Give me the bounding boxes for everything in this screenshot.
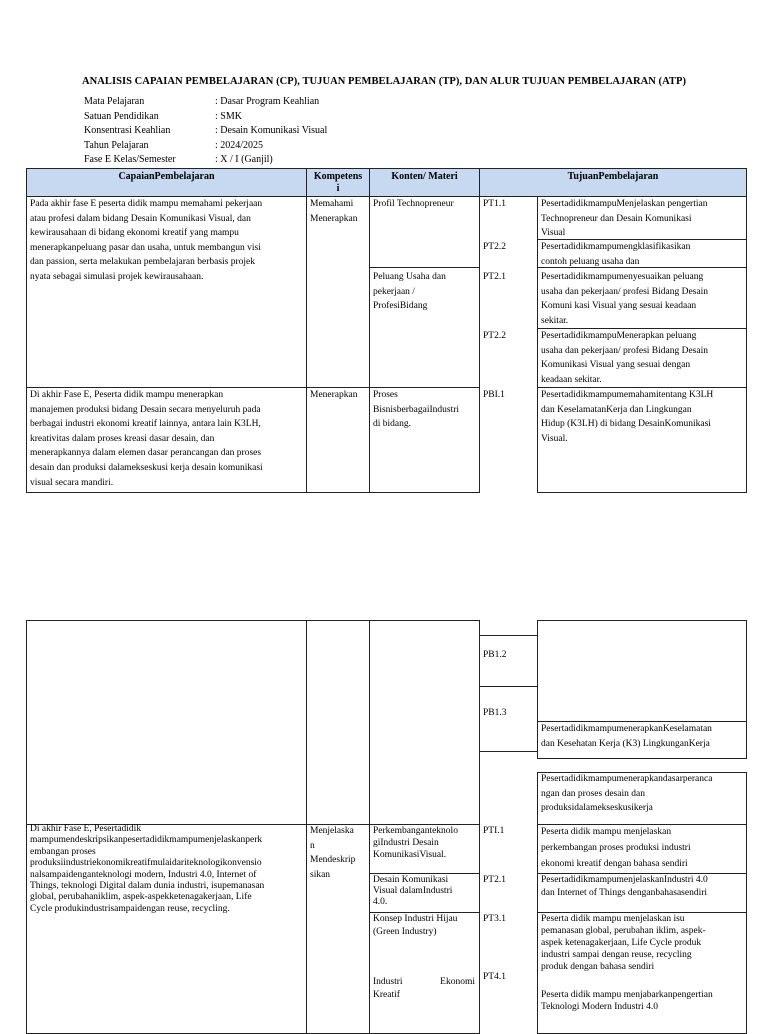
meta-value: : 2024/2025 — [215, 139, 264, 151]
text-line: Menerapkan — [310, 213, 358, 224]
text-line: Visual. — [541, 433, 568, 444]
text-line: Peserta didik mampu menjelaskan isu — [541, 914, 685, 924]
kompetensi-2-text — [310, 388, 370, 403]
tp-dasar-text — [541, 772, 746, 816]
text-line: usaha dan pekerjaan/ profesi Bidang Desain — [541, 286, 708, 297]
header-tp — [479, 168, 747, 197]
meta-row — [84, 124, 327, 139]
text-line: PesertadidikmampuMenjelaskan pengertian — [541, 199, 708, 209]
text-line: Visual — [541, 228, 566, 239]
text-line: Pesertadidikmampumengklasifikasikan — [541, 242, 691, 252]
meta-label: Tahun Pelajaran — [84, 139, 149, 151]
header-kompetensi-label: i — [336, 183, 340, 194]
cp-1-text — [30, 197, 306, 285]
text-line: menerapkanpeluang pasar dan usaha, untuk membangun visi — [30, 242, 261, 253]
text-line: manajemen produksi bidang Desain secara menyeluruh pada — [30, 404, 261, 415]
text-line: aspek ketenagakerjaan, Life Cycle produk — [541, 938, 702, 948]
text-line: dan KeselamatanKerja dan Lingkungan — [541, 404, 692, 415]
tp-code: PT2.2 — [483, 331, 506, 341]
cell-kompetensi-2 — [306, 387, 370, 493]
text-line: Hidup (K3LH) di bidang DesainKomunikasi — [541, 419, 711, 430]
text-line: Things, teknologi Digital dalam dunia industri, isupemanasan — [30, 881, 265, 892]
document-title: ANALISIS CAPAIAN PEMBELAJARAN (CP), TUJUAN PEMBELAJARAN (TP), DAN ALUR TUJUAN PEMBELAJARAN (ATP) — [82, 76, 686, 87]
text-word: Ekonomi — [440, 977, 475, 987]
tp-1c-text — [541, 270, 746, 328]
text-line: Visual dalamIndustri — [373, 886, 453, 896]
text-line: mampumendeskripsikanpesertadidikmampumenjelaskanperk — [30, 835, 263, 846]
text-line: produk dengan bahasa sendiri — [541, 962, 655, 972]
text-line — [373, 976, 475, 989]
text-line: Desain Komunikasi — [373, 875, 449, 885]
meta-row — [84, 95, 327, 110]
text-line: nyata sebagai simulasi projek kewirausahaan. — [30, 271, 204, 282]
cell-tp-cont — [537, 620, 747, 722]
tp-code: PT2.2 — [483, 242, 506, 252]
meta-row — [84, 153, 327, 168]
konten-1a-text — [373, 197, 479, 212]
kompetensi-3-text — [310, 824, 370, 882]
header-konten — [369, 168, 480, 197]
tp-code: PB1.2 — [483, 650, 507, 660]
kompetensi-1-text — [310, 197, 370, 226]
meta-value: : Dasar Program Keahlian — [215, 96, 320, 107]
header-cp — [26, 168, 307, 197]
text-word: Industri — [373, 977, 403, 987]
tp-3d-text — [541, 989, 746, 1013]
text-line: usaha dan pekerjaan/ profesi Bidang Desain — [541, 345, 708, 356]
konten-3c-text — [373, 913, 479, 939]
cell-cp-cont — [26, 620, 307, 825]
text-line: PesertadidikmampumenjelaskanIndustri 4.0 — [541, 875, 708, 885]
header-cp-label: CapaianPembelajaran — [118, 171, 215, 182]
text-line: Kreatif — [373, 990, 400, 1000]
text-line: Peserta didik mampu menjabarkanpengertian — [541, 990, 713, 1000]
text-line: 4.0. — [373, 897, 388, 907]
text-line: kewirausahaan di bidang ekonomi kreatif yang mampu — [30, 228, 239, 239]
text-line: dan Kesehatan Kerja (K3) LingkunganKerja — [541, 738, 710, 749]
text-line: Komuni kasi Visual yang sesuai keadaan — [541, 301, 697, 312]
code-separator-line — [479, 635, 537, 636]
tp-3b-text — [541, 874, 746, 900]
meta-row — [84, 110, 327, 125]
text-line: contoh peluang usaha dan — [541, 256, 640, 267]
meta-row — [84, 139, 327, 154]
code-separator-line — [479, 751, 537, 752]
cell-kompetensi-cont — [306, 620, 370, 825]
tp-code: PTI.1 — [483, 826, 505, 836]
tp-code: PT2.1 — [483, 875, 506, 885]
text-line: Komunikasi Visual yang sesuai dengan — [541, 360, 691, 371]
header-konten-label: Konten/ Materi — [391, 171, 458, 182]
text-line: Pesertadidikmampumenyesuaikan peluang — [541, 272, 704, 282]
meta-info — [84, 95, 327, 168]
text-line: Di akhir Fase E, Peserta didik mampu menerapkan — [30, 390, 224, 400]
tp-code: PBI.1 — [483, 390, 505, 400]
text-line: sekitar. — [541, 315, 569, 326]
header-kompetensi — [306, 168, 370, 197]
text-line: ekonomi kreatif dengan bahasa sendiri — [541, 859, 688, 869]
text-line: PesertadidikmampuMenerapkan peluang — [541, 331, 697, 341]
text-line: pemanasan global, perubahan iklim, aspek- — [541, 926, 706, 936]
text-line: Pada akhir fase E peserta didik mampu memahami pekerjaan — [30, 199, 263, 209]
text-line: berbagai industri ekonomi kreatif lainnya, antara lain K3LH, — [30, 419, 261, 430]
text-line: industri sampai dengan reuse, recycling — [541, 950, 692, 960]
header-kompetensi-label: Kompetens — [313, 171, 363, 182]
text-line: PesertadidikmampumenerapkanKeselamatan — [541, 724, 712, 734]
text-line: giIndustri Desain — [373, 838, 439, 848]
tp-code: PT4.1 — [483, 972, 506, 982]
text-line: Pesertadidikmampumenerapkandasarperanca — [541, 774, 713, 784]
tp-code: PT3.1 — [483, 914, 506, 924]
text-line: n — [310, 840, 315, 851]
text-line: menerapkannya dalam elemen dasar perancangan dan proses — [30, 448, 262, 459]
text-line: Pesertadidikmampumemahamitentang K3LH — [541, 390, 714, 400]
konten-3d-text — [373, 976, 475, 1002]
text-line: atau profesi dalam bidang Desain Komunikasi Visual, dan — [30, 213, 251, 224]
header-tp-label: TujuanPembelajaran — [567, 171, 659, 182]
meta-label: Mata Pelajaran — [84, 96, 145, 107]
text-line: Cycle produkindustrisampaidengan reuse, recycling. — [30, 903, 230, 914]
text-line: pekerjaan / — [373, 286, 415, 297]
text-line: BisnisberbagaiIndustri — [373, 404, 460, 415]
tp-3a-text — [541, 824, 746, 872]
meta-label: Konsentrasi Keahlian — [84, 125, 171, 136]
tp-2-text — [541, 388, 746, 446]
tp-1d-text — [541, 329, 746, 387]
text-line: Menjelaska — [310, 826, 354, 836]
konten-3a-text — [373, 825, 479, 861]
tp-code: PT2.1 — [483, 272, 506, 282]
text-line: dan Internet of Things denganbahasasendiri — [541, 888, 708, 898]
text-line: Perkembanganteknolo — [373, 826, 458, 836]
text-line: kreativitas dalam proses kreasi dasar desain, dan — [30, 433, 215, 444]
tp-3c-text — [541, 913, 746, 973]
text-line: visual secara mandiri. — [30, 477, 114, 488]
meta-label: Satuan Pendidikan — [84, 110, 159, 122]
text-line: perkembangan proses produksi industri — [541, 843, 691, 853]
tp-code: PT1.1 — [483, 199, 506, 209]
text-line: ProfesiBidang — [373, 301, 428, 312]
meta-value: : Desain Komunikasi Visual — [215, 125, 328, 136]
text-line: (Green Industry) — [373, 927, 437, 937]
text-line: nalsampaidenganteknologi modern, Industri 4.0, Internet of — [30, 869, 257, 880]
text-line: di bidang. — [373, 419, 411, 430]
text-line: Peluang Usaha dan — [373, 272, 446, 282]
text-line: produksidalamekseskusikerja — [541, 803, 653, 814]
text-line: global, perubahaniklim, aspek-aspekketenagakerjaan, Life — [30, 892, 252, 903]
tp-code: PB1.3 — [483, 708, 507, 718]
text-line: sikan — [310, 869, 331, 880]
code-separator-line — [479, 686, 537, 687]
text-line: Technopreneur dan Desain Komunikasi — [541, 213, 692, 224]
cell-konten-cont — [369, 620, 480, 825]
text-line: keadaan sekitar. — [541, 374, 602, 385]
text-line: ngan dan proses desain dan — [541, 788, 645, 799]
text-line: Peserta didik mampu menjelaskan — [541, 827, 672, 837]
konten-1b-text — [373, 270, 479, 314]
meta-value: : SMK — [215, 110, 242, 122]
text-line: Di akhir Fase E, Pesertadidik — [30, 824, 142, 834]
text-line: Profil Technopreneur — [373, 199, 454, 209]
konten-2-text — [373, 388, 479, 432]
meta-value: : X / I (Ganjil) — [215, 154, 273, 165]
tp-1a-text — [541, 197, 746, 241]
text-line: dan passion, serta melakukan pembelajaran berbasis projek — [30, 257, 256, 268]
text-line: KomunikasiVisual. — [373, 850, 447, 860]
meta-label: Fase E Kelas/Semester — [84, 154, 176, 165]
text-line: Proses — [373, 390, 398, 400]
text-line: Memahami — [310, 199, 354, 209]
text-line: embangan proses — [30, 846, 96, 857]
text-line: Teknologi Modern Industri 4.0 — [541, 1002, 659, 1012]
cp-3-text — [30, 824, 306, 915]
text-line: desain dan produksi dalamekseskusi kerja desain komunikasi — [30, 462, 263, 473]
konten-3b-text — [373, 875, 479, 908]
text-line: Menerapkan — [310, 390, 358, 400]
text-line: produksiindustriekonomikreatifmulaidariteknologikonvensio — [30, 858, 262, 869]
text-line: Konsep Industri Hijau — [373, 914, 458, 924]
tp-1b-text — [541, 240, 746, 269]
tp-k3-text — [541, 722, 746, 751]
text-line: Mendeskrip — [310, 855, 356, 866]
cp-2-text — [30, 388, 306, 490]
